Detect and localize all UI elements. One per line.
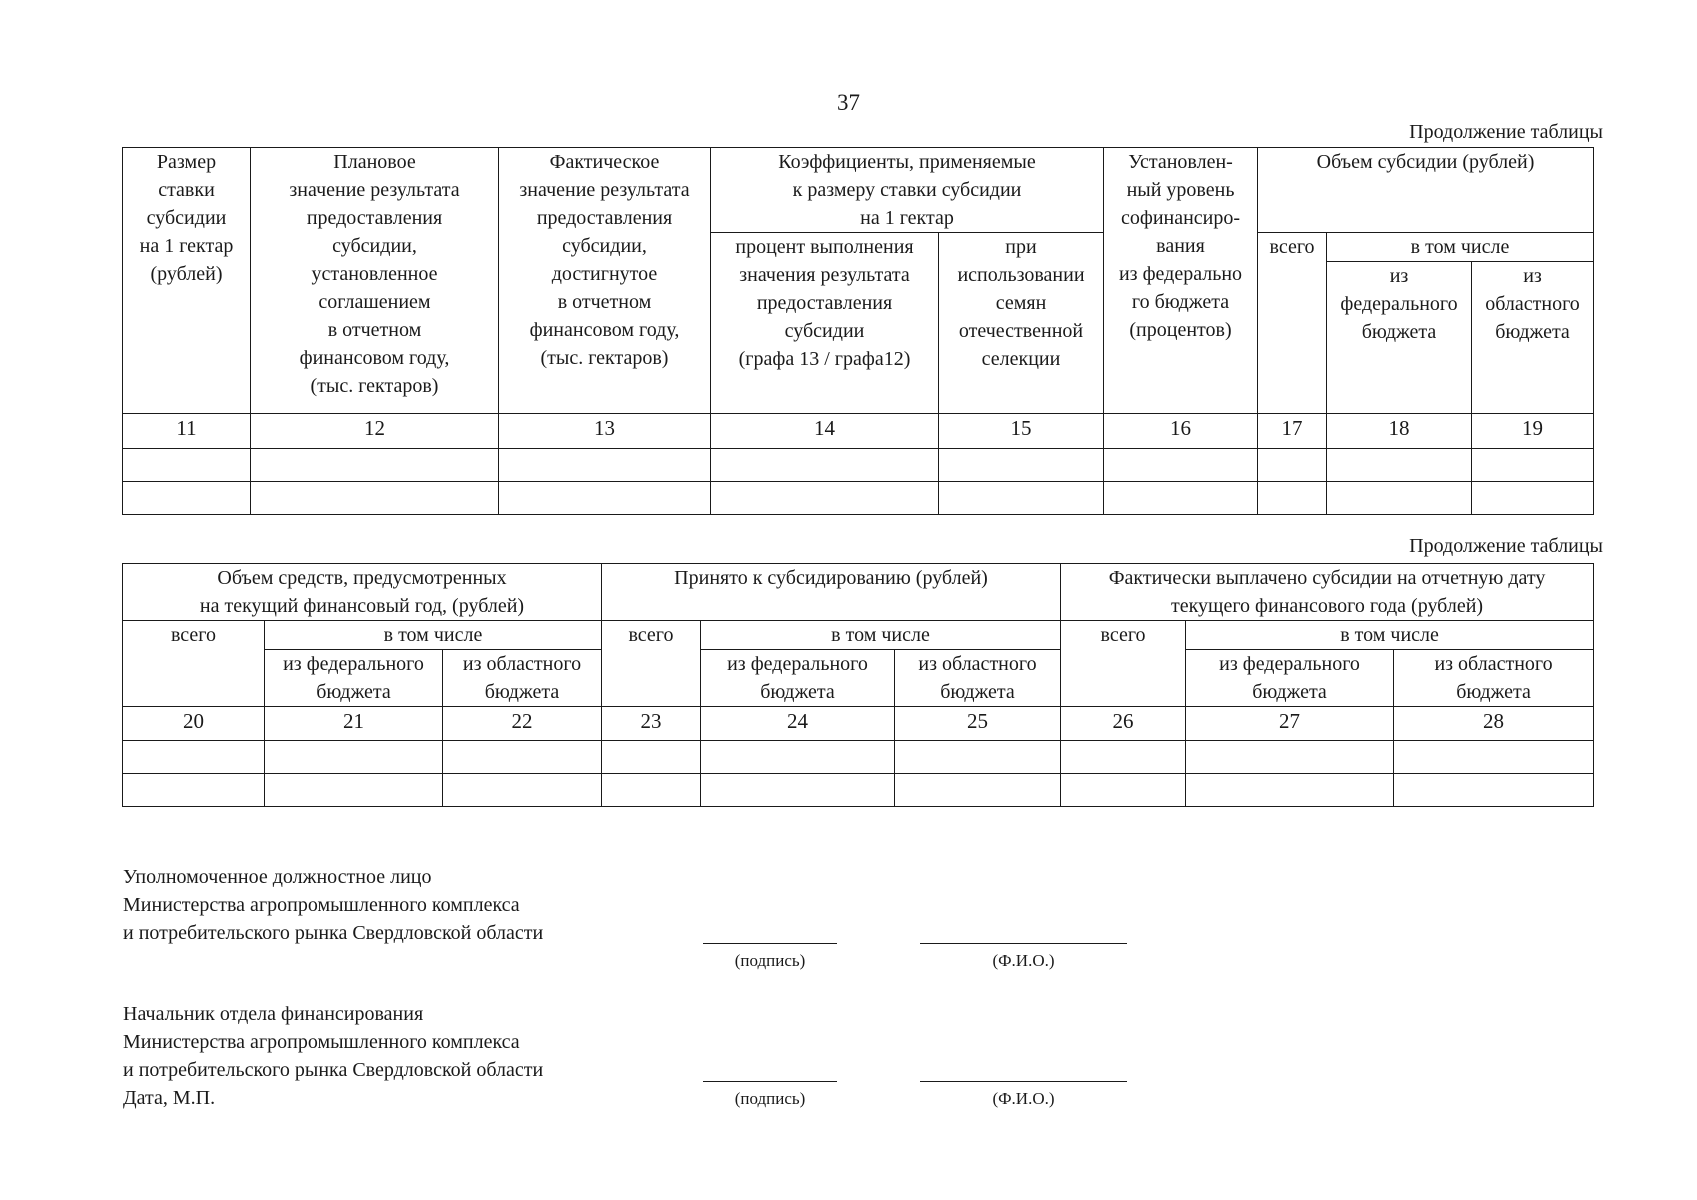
column-number: 11	[123, 414, 251, 449]
table-cell	[1258, 482, 1327, 515]
column-number: 27	[1186, 707, 1394, 741]
table-cell	[1186, 774, 1394, 807]
total-header: всего	[123, 621, 265, 707]
col13-header: Фактическое значение результата предоставления субсидии, достигнутое в отчетном финансовом году, (тыс. гектаров)	[499, 148, 711, 414]
table-cell	[1472, 482, 1594, 515]
table-cell	[123, 774, 265, 807]
regional-budget-header: из областного бюджета	[895, 650, 1061, 707]
table-cell	[1472, 449, 1594, 482]
total-header: всего	[1061, 621, 1186, 707]
signature-block-line: Уполномоченное должностное лицо	[123, 866, 432, 888]
column-number: 28	[1394, 707, 1594, 741]
name-line	[920, 1081, 1127, 1082]
regional-budget-header: из областного бюджета	[443, 650, 602, 707]
table-cell	[499, 449, 711, 482]
table-row	[123, 449, 1594, 482]
table-cell	[1327, 449, 1472, 482]
column-number: 14	[711, 414, 939, 449]
name-line	[920, 943, 1127, 944]
column-number: 12	[251, 414, 499, 449]
federal-budget-header: из федерального бюджета	[265, 650, 443, 707]
table-cell	[939, 449, 1104, 482]
table-cell	[711, 449, 939, 482]
column-number: 22	[443, 707, 602, 741]
column-number: 21	[265, 707, 443, 741]
accepted-subsidy-header: Принято к субсидированию (рублей)	[602, 564, 1061, 621]
column-number: 18	[1327, 414, 1472, 449]
table-cell	[443, 774, 602, 807]
table-cell	[1258, 449, 1327, 482]
table-cell	[1061, 741, 1186, 774]
column-number: 24	[701, 707, 895, 741]
table-row	[123, 774, 1594, 807]
table-cell	[1104, 482, 1258, 515]
including-header: в том числе	[701, 621, 1061, 650]
table-cell	[251, 482, 499, 515]
column-number: 25	[895, 707, 1061, 741]
column-number: 16	[1104, 414, 1258, 449]
column-number: 20	[123, 707, 265, 741]
continuation-label: Продолжение таблицы	[1409, 121, 1603, 143]
table-cell	[1327, 482, 1472, 515]
signature-block-line: Начальник отдела финансирования	[123, 1003, 424, 1025]
name-caption: (Ф.И.О.)	[992, 1089, 1055, 1108]
signature-block-line: Министерства агропромышленного комплекса	[123, 1031, 520, 1053]
subsidy-volume-header: Объем субсидии (рублей)	[1258, 148, 1594, 233]
name-caption: (Ф.И.О.)	[992, 951, 1055, 970]
signature-block-finance-head	[123, 1000, 543, 1112]
total-header: всего	[602, 621, 701, 707]
table-cell	[701, 741, 895, 774]
column-number: 15	[939, 414, 1104, 449]
subsidy-table-part-1	[122, 147, 1594, 515]
table-cell	[602, 741, 701, 774]
continuation-label: Продолжение таблицы	[1409, 535, 1603, 557]
col12-header: Плановое значение результата предоставления субсидии, установленное соглашением в отчетном финансовом году, (тыс. гектаров)	[251, 148, 499, 414]
page-number: 37	[837, 90, 860, 115]
col16-header: Установлен- ный уровень софинансиро- вания из федерально го бюджета (процентов)	[1104, 148, 1258, 414]
federal-budget-header: из федерального бюджета	[1186, 650, 1394, 707]
planned-funds-header: Объем средств, предусмотренных на текущий финансовый год, (рублей)	[123, 564, 602, 621]
column-number-row	[123, 414, 1594, 449]
column-number: 17	[1258, 414, 1327, 449]
coefficients-header: Коэффициенты, применяемые к размеру ставки субсидии на 1 гектар	[711, 148, 1104, 233]
column-number: 26	[1061, 707, 1186, 741]
signature-block-date: Дата, М.П.	[123, 1087, 216, 1109]
table-cell	[1394, 741, 1594, 774]
including-header: в том числе	[1327, 233, 1594, 262]
table-cell	[701, 774, 895, 807]
table-cell	[251, 449, 499, 482]
table-cell	[939, 482, 1104, 515]
signature-line	[703, 943, 837, 944]
table-cell	[711, 482, 939, 515]
signature-caption: (подпись)	[734, 951, 806, 970]
signature-caption: (подпись)	[734, 1089, 806, 1108]
signature-block-authorized-official	[123, 863, 543, 947]
table-cell	[499, 482, 711, 515]
table-cell	[895, 741, 1061, 774]
including-header: в том числе	[265, 621, 602, 650]
table-cell	[1061, 774, 1186, 807]
paid-subsidy-header: Фактически выплачено субсидии на отчетную дату текущего финансового года (рублей)	[1061, 564, 1594, 621]
federal-budget-header: из федерального бюджета	[701, 650, 895, 707]
signature-block-line: и потребительского рынка Свердловской области	[123, 922, 544, 944]
table-cell	[265, 741, 443, 774]
col14-header: процент выполнения значения результата предоставления субсидии (графа 13 / графа12)	[711, 233, 939, 414]
table-cell	[443, 741, 602, 774]
table-row	[123, 741, 1594, 774]
table-cell	[123, 741, 265, 774]
signature-block-line: Министерства агропромышленного комплекса	[123, 894, 520, 916]
table-cell	[1394, 774, 1594, 807]
table-cell	[602, 774, 701, 807]
signature-line	[703, 1081, 837, 1082]
column-number: 19	[1472, 414, 1594, 449]
table-cell	[123, 482, 251, 515]
table-cell	[895, 774, 1061, 807]
col19-header: из областного бюджета	[1472, 262, 1594, 414]
table-cell	[123, 449, 251, 482]
column-number-row	[123, 707, 1594, 741]
table-row	[123, 482, 1594, 515]
regional-budget-header: из областного бюджета	[1394, 650, 1594, 707]
col15-header: при использовании семян отечественной селекции	[939, 233, 1104, 414]
signature-block-line: и потребительского рынка Свердловской области	[123, 1059, 544, 1081]
table-cell	[265, 774, 443, 807]
table-cell	[1186, 741, 1394, 774]
column-number: 13	[499, 414, 711, 449]
col11-header: Размер ставки субсидии на 1 гектар (рублей)	[123, 148, 251, 414]
subsidy-table-part-2	[122, 563, 1594, 807]
table-cell	[1104, 449, 1258, 482]
column-number: 23	[602, 707, 701, 741]
including-header: в том числе	[1186, 621, 1594, 650]
col18-header: из федерального бюджета	[1327, 262, 1472, 414]
col17-total-header: всего	[1258, 233, 1327, 414]
